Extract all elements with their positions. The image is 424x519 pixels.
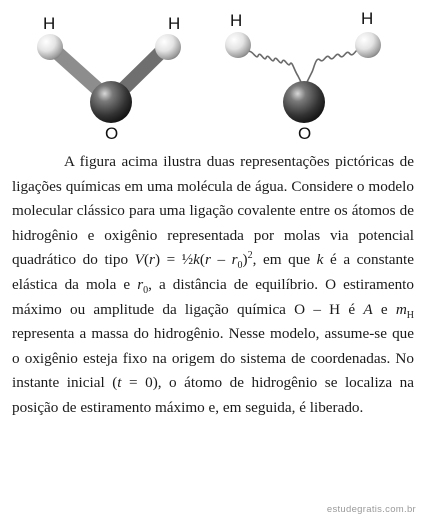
site-watermark: estudegratis.com.br [326,504,416,515]
spring-left [246,51,303,86]
text-equilibrium: , a distância de equilíbrio. O estiramento máximo ou amplitude da ligação química O – H é [12,275,414,318]
label-h-right: H [168,14,181,33]
hydrogen-atom-left [37,34,63,60]
text-minus: – [210,251,232,269]
var-r: r [149,251,155,269]
subscript-h: H [406,309,415,321]
var-k: k [316,251,324,269]
rigid-water-model [37,14,181,143]
text-equals-half: ) = ½ [154,251,194,269]
hydrogen-atom-left [225,32,251,58]
water-molecule-figure [0,0,424,145]
var-a: A [363,300,373,318]
question-paragraph [12,150,414,421]
label-h-right: H [361,9,374,28]
oxygen-atom [90,81,132,123]
text-paren: ( [143,251,150,269]
var-r: r [231,251,238,269]
var-v: V [134,251,144,269]
var-m: m [395,300,407,318]
spring-water-model [225,9,381,143]
text-e: e [372,300,396,318]
text-intro: A figura acima ilustra duas representações pictóricas de ligações químicas em uma molécula de água. Considere o modelo molecular clássico para uma ligação covalente entre os átomos de hidrogênio e oxigênio representada por molas via potencial quadrático do tipo [12,153,414,269]
label-o: O [298,124,312,143]
var-t: t [117,374,122,392]
text-paren: ) [242,251,248,269]
text-em-que: , em que [252,251,317,269]
hydrogen-atom-right [355,32,381,58]
subscript-zero: 0 [143,285,149,296]
text-paren: ( [199,251,205,269]
var-k: k [193,251,200,269]
subscript-zero: 0 [237,260,243,272]
superscript-two: 2 [247,250,253,262]
label-h-left: H [43,14,56,33]
label-o: O [105,124,119,143]
var-r: r [137,275,144,293]
var-r: r [204,251,211,269]
text-model: representa a massa do hidrogênio. Nesse modelo, assume-se que o oxigênio esteja fixo na origem do sistema de coordenadas. No instante inicial ( [12,325,414,392]
spring-right [305,49,362,86]
text-spring-constant: é a constante elástica da mola e [12,251,414,293]
oxygen-atom [283,81,325,123]
hydrogen-atom-right [155,34,181,60]
label-h-left: H [230,11,243,30]
text-conclusion: = 0), o átomo de hidrogênio se localiza na posição de estiramento máximo e, em seguida, é liberado. [12,374,415,416]
